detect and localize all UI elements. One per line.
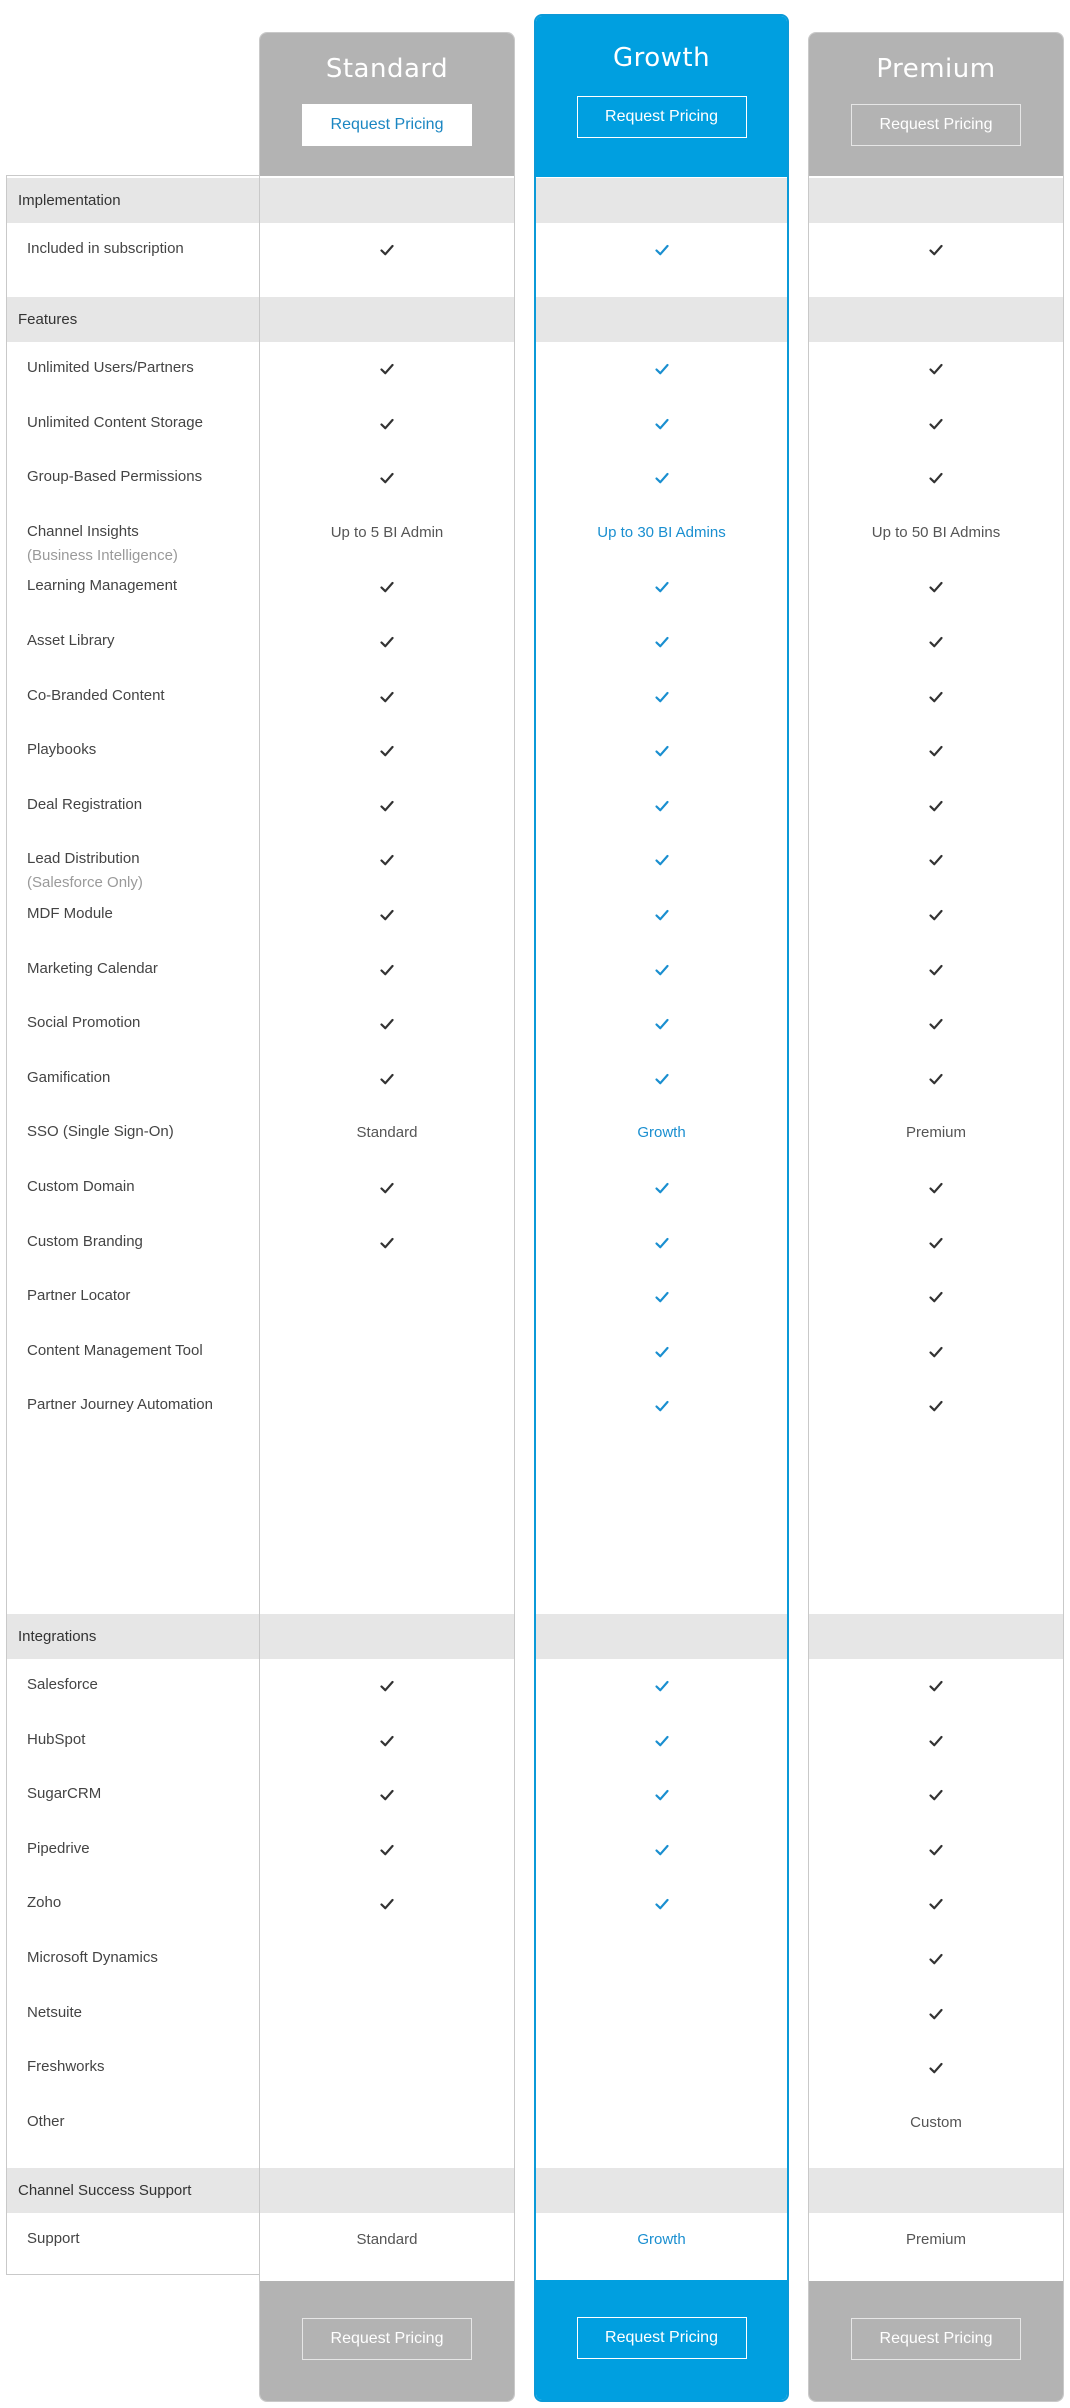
feature-name: Gamification [27,1068,111,1086]
check-icon [379,242,395,258]
cell-premium: Premium [905,2231,966,2248]
feature-label [27,1122,174,1142]
cell-standard [260,997,514,1051]
cell-premium [809,724,1063,778]
check-icon [928,416,944,432]
feature-label [27,576,177,596]
section-band-segment [260,2168,514,2213]
feature-row [0,1216,1070,1270]
plan-footer-growth [536,2280,787,2400]
feature-row [0,724,1070,778]
cell-standard [260,779,514,833]
feature-row [0,1106,1070,1160]
cell-premium: Custom [910,2113,962,2131]
feature-name: Unlimited Content Storage [27,413,203,431]
request-pricing-button-premium-bottom[interactable]: Request Pricing [851,2318,1021,2360]
cell-premium [809,997,1063,1051]
cell-growth: Growth [637,1124,686,1142]
feature-label [27,740,96,760]
feature-name: Pipedrive [27,1839,90,1857]
check-icon [654,962,670,978]
check-icon [928,2060,944,2076]
check-icon [928,2006,944,2022]
check-icon [928,1344,944,1360]
feature-label [27,1232,143,1252]
check-icon [928,242,944,258]
feature-row [0,451,1070,505]
cell-growth: Up to 30 BI Admins [597,523,726,541]
cell-premium [809,1270,1063,1324]
cell-premium [809,1052,1063,1106]
cell-growth [536,1052,787,1106]
cell-growth [536,1768,787,1822]
cell-growth [536,888,787,942]
feature-row [0,2041,1070,2095]
feature-row [0,342,1070,396]
feature-row [0,779,1070,833]
cell-growth [536,560,787,614]
cell-premium [809,2041,1063,2095]
cell-standard: Standard [356,1124,418,1142]
request-pricing-button-standard-bottom[interactable]: Request Pricing [302,2318,472,2360]
section-band-segment [536,1614,787,1659]
check-icon [654,852,670,868]
feature-name: SSO (Single Sign-On) [27,1123,174,1141]
cell-standard: Standard [356,2231,418,2248]
section-title: Channel Success Support [18,2182,192,2199]
cell-premium [809,1877,1063,1931]
feature-label [27,522,178,566]
check-icon [928,1678,944,1694]
feature-label [27,1177,135,1197]
feature-label [27,795,142,815]
request-pricing-button-premium[interactable]: Request Pricing [851,104,1021,146]
feature-row [0,670,1070,724]
check-icon [654,798,670,814]
check-icon [379,1733,395,1749]
request-pricing-button-standard[interactable]: Request Pricing [302,104,472,146]
check-icon [654,1016,670,1032]
cell-standard [260,1052,514,1106]
check-icon [654,1733,670,1749]
check-icon [928,470,944,486]
cell-growth [536,342,787,396]
section-band-segment [260,178,514,223]
cell-growth [536,1823,787,1877]
feature-subtitle: (Salesforce Only) [27,874,143,892]
cell-standard [260,1768,514,1822]
cell-standard [260,560,514,614]
feature-label [27,1341,203,1361]
section-band-segment [809,1614,1063,1659]
feature-name: Content Management Tool [27,1341,203,1359]
feature-row [0,943,1070,997]
cell-growth [536,943,787,997]
check-icon [654,1896,670,1912]
check-icon [379,416,395,432]
cell-growth [536,397,787,451]
cell-growth [536,1270,787,1324]
cell-growth [536,223,787,277]
check-icon [928,962,944,978]
feature-name: Freshworks [27,2058,105,2076]
cell-premium [809,1325,1063,1379]
check-icon [928,1180,944,1196]
section-band-segment [260,297,514,342]
check-icon [928,1398,944,1414]
feature-row [0,506,1070,564]
plan-header-growth [536,16,787,177]
feature-name: Co-Branded Content [27,686,165,704]
feature-row [0,1768,1070,1822]
feature-row [0,1379,1070,1433]
cell-standard [260,451,514,505]
plan-header-premium [809,33,1063,176]
check-icon [928,1787,944,1803]
check-icon [379,579,395,595]
feature-label [27,2003,82,2023]
feature-name: Custom Branding [27,1232,143,1250]
cell-growth: Growth [637,2231,686,2248]
check-icon [654,470,670,486]
feature-name: Asset Library [27,632,115,649]
cell-growth [536,1659,787,1713]
feature-row [0,1714,1070,1768]
cell-growth [536,997,787,1051]
check-icon [654,689,670,705]
check-icon [379,1787,395,1803]
cell-growth [536,1325,787,1379]
section-header [0,2168,1070,2213]
cell-growth [536,833,787,887]
feature-name: Salesforce [27,1676,98,1693]
cell-premium [809,943,1063,997]
feature-name: Deal Registration [27,795,143,813]
feature-name: Partner Journey Automation [27,1396,213,1414]
cell-premium [809,670,1063,724]
feature-name: Zoho [27,1894,62,1912]
cell-growth [536,724,787,778]
cell-standard [260,223,514,277]
check-icon [379,361,395,377]
cell-standard [260,1659,514,1713]
cell-premium [809,1161,1063,1215]
check-icon [928,1289,944,1305]
feature-label [27,1013,140,1033]
feature-row [0,2096,1070,2150]
feature-label [27,239,184,259]
cell-standard: Up to 5 BI Admin [330,523,444,541]
check-icon [654,634,670,650]
cell-premium [809,1823,1063,1877]
cell-growth [536,1714,787,1768]
feature-name: Marketing Calendar [27,959,158,977]
check-icon [928,852,944,868]
cell-premium [809,1659,1063,1713]
plan-footer-premium [809,2281,1063,2401]
cell-growth [536,615,787,669]
feature-row [0,1325,1070,1379]
plan-header-standard [260,33,514,176]
check-icon [379,907,395,923]
check-icon [654,907,670,923]
feature-label [27,1730,85,1750]
feature-row [0,833,1070,892]
section-band-segment [536,178,787,223]
check-icon [654,1398,670,1414]
feature-name: Playbooks [27,741,97,759]
cell-premium [809,615,1063,669]
check-icon [654,1344,670,1360]
cell-standard [260,1877,514,1931]
cell-premium [809,779,1063,833]
feature-label [27,1784,101,1804]
feature-row [0,888,1070,942]
check-icon [654,416,670,432]
feature-label [27,2057,105,2077]
feature-name: Learning Management [27,577,178,595]
feature-name: Group-Based Permissions [27,468,203,486]
feature-row [0,1659,1070,1713]
check-icon [654,1235,670,1251]
feature-name: SugarCRM [27,1785,102,1803]
check-icon [379,634,395,650]
cell-premium [809,1932,1063,1986]
feature-name: Lead Distribution [27,850,140,868]
check-icon [379,1235,395,1251]
feature-label [27,1286,130,1306]
feature-label [27,904,113,924]
check-icon [928,1842,944,1858]
check-icon [654,579,670,595]
check-icon [379,743,395,759]
check-icon [928,1951,944,1967]
cell-growth [536,1877,787,1931]
cell-standard [260,1216,514,1270]
feature-row [0,1932,1070,1986]
section-header [0,178,1070,223]
cell-growth [536,451,787,505]
plan-name-growth: Growth [612,43,711,73]
feature-name: Unlimited Users/Partners [27,359,194,376]
check-icon [928,907,944,923]
feature-name: Included in subscription [27,240,184,257]
section-band-segment [809,2168,1063,2213]
feature-row [0,1270,1070,1324]
feature-name: Support [27,2230,80,2247]
cell-premium [809,397,1063,451]
cell-standard [260,888,514,942]
cell-standard [260,943,514,997]
check-icon [654,1842,670,1858]
feature-label [27,1675,98,1695]
cell-premium [809,833,1063,887]
cell-growth [536,1161,787,1215]
check-icon [379,1016,395,1032]
check-icon [654,1678,670,1694]
cell-premium [809,223,1063,277]
feature-name: HubSpot [27,1730,86,1748]
feature-label [27,358,194,378]
cell-premium [809,342,1063,396]
section-title: Implementation [18,192,121,209]
feature-label [27,1395,213,1415]
check-icon [654,743,670,759]
cell-standard [260,833,514,887]
section-band-segment [536,2168,787,2213]
feature-label [27,2229,80,2249]
cell-standard [260,670,514,724]
cell-premium [809,1768,1063,1822]
check-icon [379,1678,395,1694]
section-band-segment [260,1614,514,1659]
cell-growth [536,779,787,833]
section-band-segment [809,178,1063,223]
check-icon [654,1289,670,1305]
check-icon [379,852,395,868]
cell-premium [809,1987,1063,2041]
cell-premium [809,1216,1063,1270]
section-band-segment [536,297,787,342]
plan-name-premium: Premium [876,54,996,84]
cell-premium [809,1379,1063,1433]
cell-growth [536,670,787,724]
feature-row [0,397,1070,451]
feature-label [27,631,115,651]
check-icon [654,242,670,258]
cell-growth [536,1379,787,1433]
feature-row [0,223,1070,277]
request-pricing-button-growth[interactable]: Request Pricing [577,96,747,138]
check-icon [379,962,395,978]
plan-name-standard: Standard [325,54,449,84]
feature-name: Social Promotion [27,1014,141,1032]
feature-label [27,413,203,433]
feature-label [27,467,202,487]
check-icon [379,1071,395,1087]
section-title: Integrations [18,1628,97,1645]
feature-label [27,1893,61,1913]
check-icon [928,689,944,705]
section-band-segment [809,297,1063,342]
feature-name: Netsuite [27,2003,83,2021]
feature-name: Microsoft Dynamics [27,1949,158,1966]
check-icon [928,1071,944,1087]
feature-name: Other [27,2112,65,2130]
check-icon [928,634,944,650]
feature-row [0,615,1070,669]
feature-name: Custom Domain [27,1178,135,1195]
check-icon [654,1787,670,1803]
feature-row [0,1052,1070,1106]
feature-label [27,2112,65,2132]
cell-standard [260,1161,514,1215]
check-icon [928,361,944,377]
feature-row [0,1161,1070,1215]
cell-premium: Premium [905,1124,966,1142]
check-icon [928,1896,944,1912]
check-icon [928,798,944,814]
cell-standard [260,615,514,669]
cell-growth [536,1216,787,1270]
check-icon [654,1180,670,1196]
check-icon [928,1235,944,1251]
check-icon [379,1842,395,1858]
check-icon [379,1180,395,1196]
section-header [0,1614,1070,1659]
feature-label [27,849,143,893]
cell-premium: Up to 50 BI Admins [871,523,1001,541]
check-icon [379,689,395,705]
section-title: Features [18,311,78,328]
cell-standard [260,724,514,778]
feature-name: Partner Locator [27,1287,131,1305]
feature-row [0,560,1070,614]
feature-name: MDF Module [27,905,113,922]
request-pricing-button-growth-bottom[interactable]: Request Pricing [577,2317,747,2359]
check-icon [928,743,944,759]
section-header [0,297,1070,342]
feature-name: Channel Insights [27,522,139,540]
cell-premium [809,888,1063,942]
check-icon [928,1733,944,1749]
feature-label [27,1948,158,1968]
feature-row [0,1987,1070,2041]
feature-row [0,997,1070,1051]
check-icon [928,1016,944,1032]
feature-row [0,1877,1070,1931]
check-icon [379,1896,395,1912]
cell-standard [260,1823,514,1877]
cell-premium [809,560,1063,614]
feature-label [27,686,165,706]
cell-standard [260,1714,514,1768]
check-icon [379,470,395,486]
cell-premium [809,451,1063,505]
feature-label [27,1839,90,1859]
check-icon [654,1071,670,1087]
check-icon [654,361,670,377]
feature-subtitle: (Business Intelligence) [27,546,178,564]
plan-footer-standard [260,2281,514,2401]
feature-label [27,959,158,979]
check-icon [379,798,395,814]
feature-row [0,2213,1070,2267]
cell-premium [809,1714,1063,1768]
check-icon [928,579,944,595]
feature-label [27,1068,110,1088]
cell-standard [260,342,514,396]
cell-standard [260,397,514,451]
feature-row [0,1823,1070,1877]
